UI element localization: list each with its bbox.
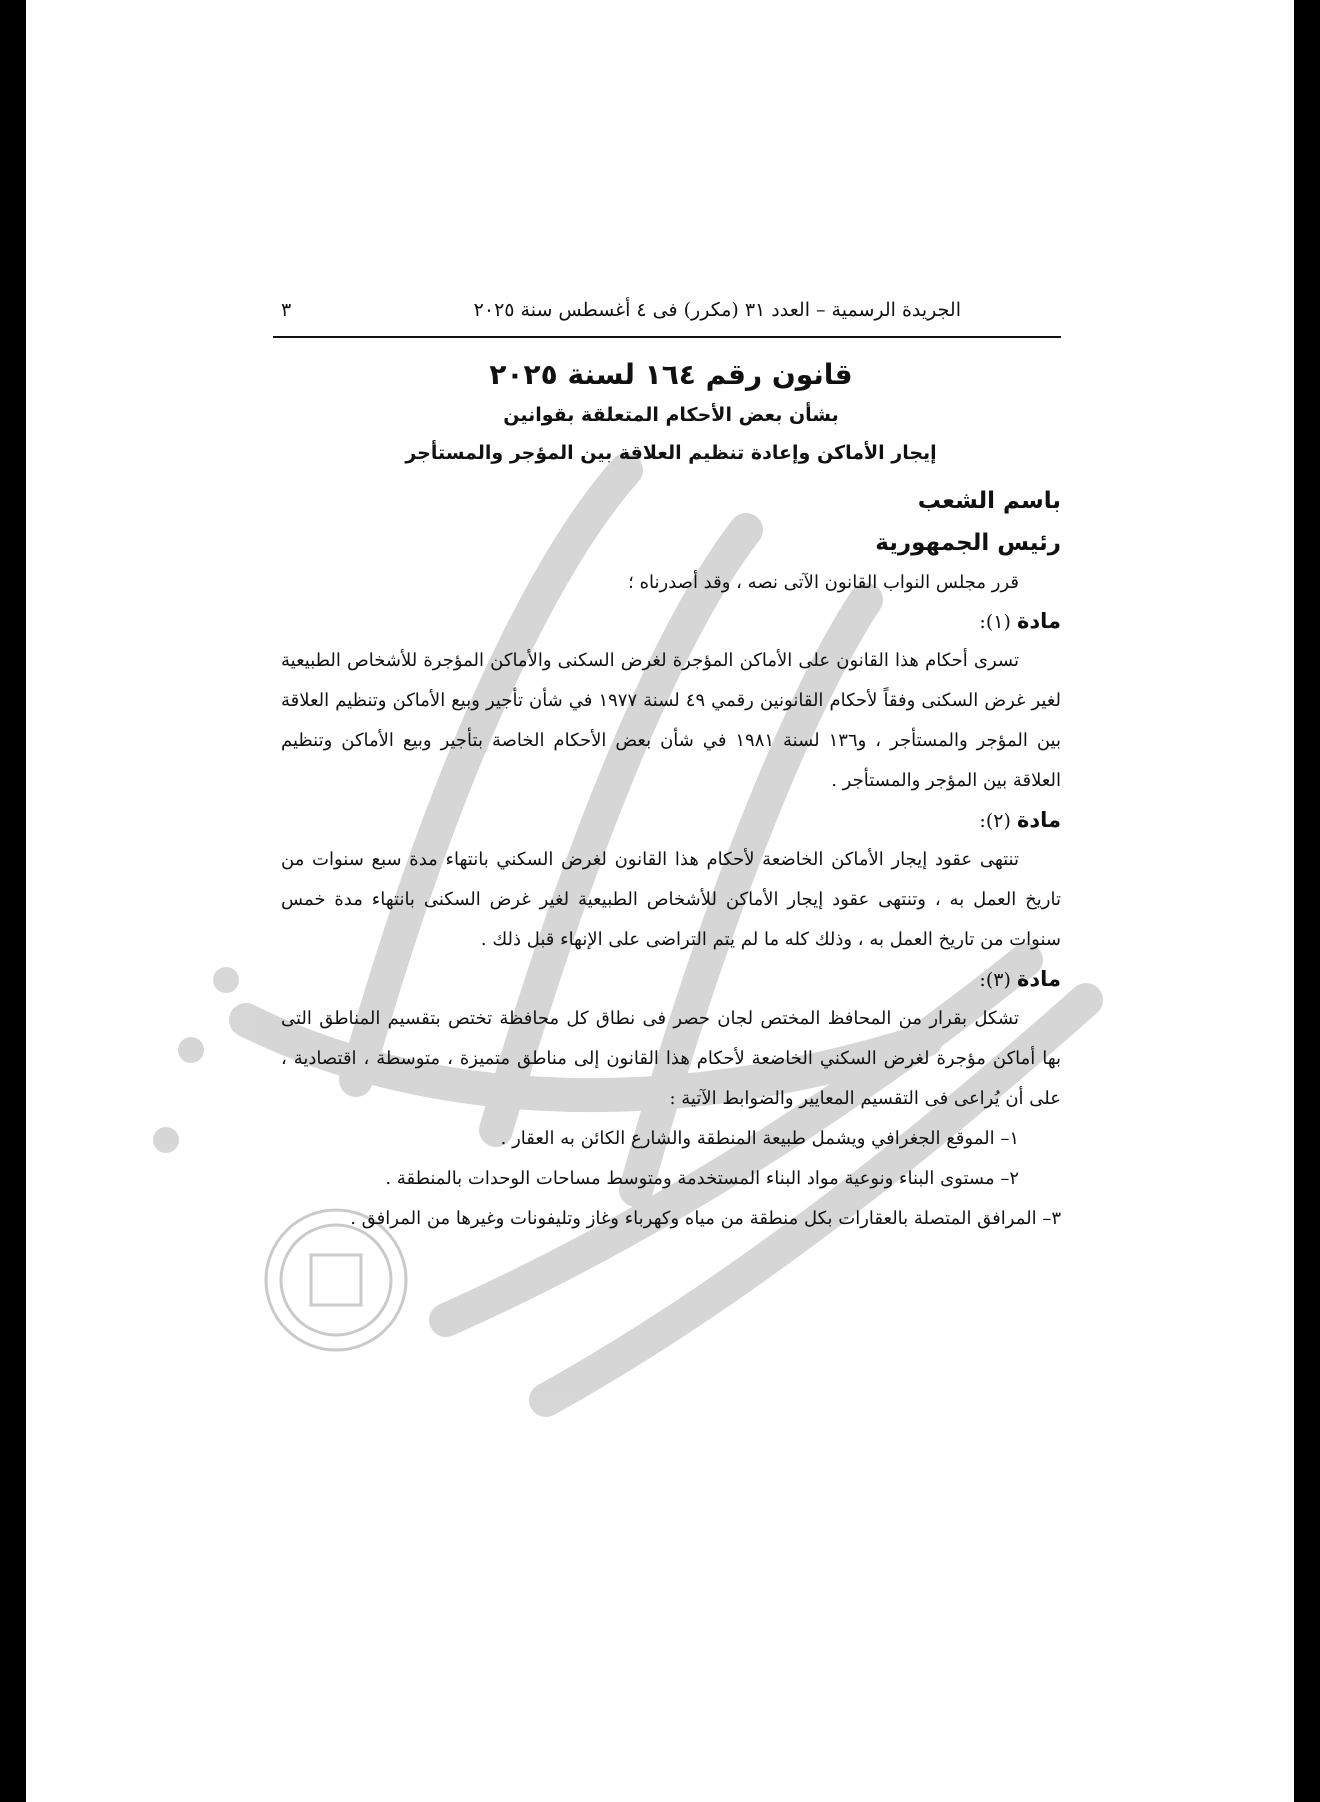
article-word: مادة bbox=[1016, 609, 1061, 633]
article-3-text: تشكل بقرار من المحافظ المختص لجان حصر فى نطاق كل محافظة تختص بتقسيم المناطق التى بها أماكن مؤجرة لغرض السكني الخاضعة لأحكام هذا القانون إلى مناطق متميزة ، متوسطة ، اقتصادية ، على أن يُراعى فى التقسيم المعايير والضوابط الآتية : bbox=[281, 1008, 1061, 1109]
law-subtitle-line-1: بشأن بعض الأحكام المتعلقة بقوانين bbox=[503, 404, 839, 426]
article-word: مادة bbox=[1016, 967, 1061, 991]
decree-line: قرر مجلس النواب القانون الآتى نصه ، وقد أصدرناه ؛ bbox=[628, 572, 1019, 593]
article-3-item-2: ٢– مستوى البناء ونوعية مواد البناء المستخدمة ومتوسط مساحات الوحدات بالمنطقة . bbox=[385, 1168, 1019, 1189]
article-3-item-1: ١– الموقع الجغرافي ويشمل طبيعة المنطقة والشارع الكائن به العقار . bbox=[500, 1128, 1019, 1149]
gazette-title: الجريدة الرسمية – العدد ٣١ (مكرر) فى ٤ أغسطس سنة ٢٠٢٥ bbox=[473, 299, 961, 321]
article-1-heading bbox=[281, 602, 1061, 641]
article-number: (١): bbox=[979, 611, 1011, 633]
article-2-text: تنتهى عقود إيجار الأماكن الخاضعة لأحكام هذا القانون لغرض السكني بانتهاء مدة سبع سنوات من تاريخ العمل به ، وتنتهى عقود إيجار الأماكن للأشخاص الطبيعية لغير غرض السكنى بانتهاء مدة خمس سنوات من تاريخ العمل به ، وذلك كله ما لم يتم التراضى على الإنهاء قبل ذلك . bbox=[281, 849, 1061, 950]
article-number: (٣): bbox=[979, 969, 1011, 991]
article-3-heading bbox=[281, 960, 1061, 999]
article-3-item-3: ٣– المرافق المتصلة بالعقارات بكل منطقة من مياه وكهرباء وغاز وتليفونات وغيرها من المرافق . bbox=[350, 1208, 1061, 1229]
law-subtitle-line-2: إيجار الأماكن وإعادة تنظيم العلاقة بين المؤجر والمستأجر bbox=[405, 442, 937, 464]
document-content bbox=[281, 290, 1061, 1239]
document-page bbox=[26, 0, 1294, 1802]
article-2-heading bbox=[281, 801, 1061, 840]
article-1-text: تسرى أحكام هذا القانون على الأماكن المؤجرة لغرض السكنى والأماكن المؤجرة للأشخاص الطبيعية لغير غرض السكنى وفقاً لأحكام القانونين رقمي ٤٩ لسنة ١٩٧٧ في شأن تأجير وبيع الأماكن وتنظيم العلاقة بين المؤجر والمستأجر ، و١٣٦ لسنة ١٩٨١ في شأن بعض الأحكام الخاصة بتأجير وبيع الأماكن وتنظيم العلاقة بين المؤجر والمستأجر . bbox=[281, 650, 1061, 791]
article-word: مادة bbox=[1016, 808, 1061, 832]
page-number: ٣ bbox=[281, 299, 292, 321]
president-of-the-republic: رئيس الجمهورية bbox=[875, 530, 1061, 556]
header-rule bbox=[273, 336, 1061, 338]
law-title: قانون رقم ١٦٤ لسنة ٢٠٢٥ bbox=[489, 358, 853, 391]
in-the-name-of-the-people: باسم الشعب bbox=[917, 488, 1061, 514]
article-number: (٢): bbox=[979, 810, 1011, 832]
gazette-header bbox=[281, 290, 1061, 330]
